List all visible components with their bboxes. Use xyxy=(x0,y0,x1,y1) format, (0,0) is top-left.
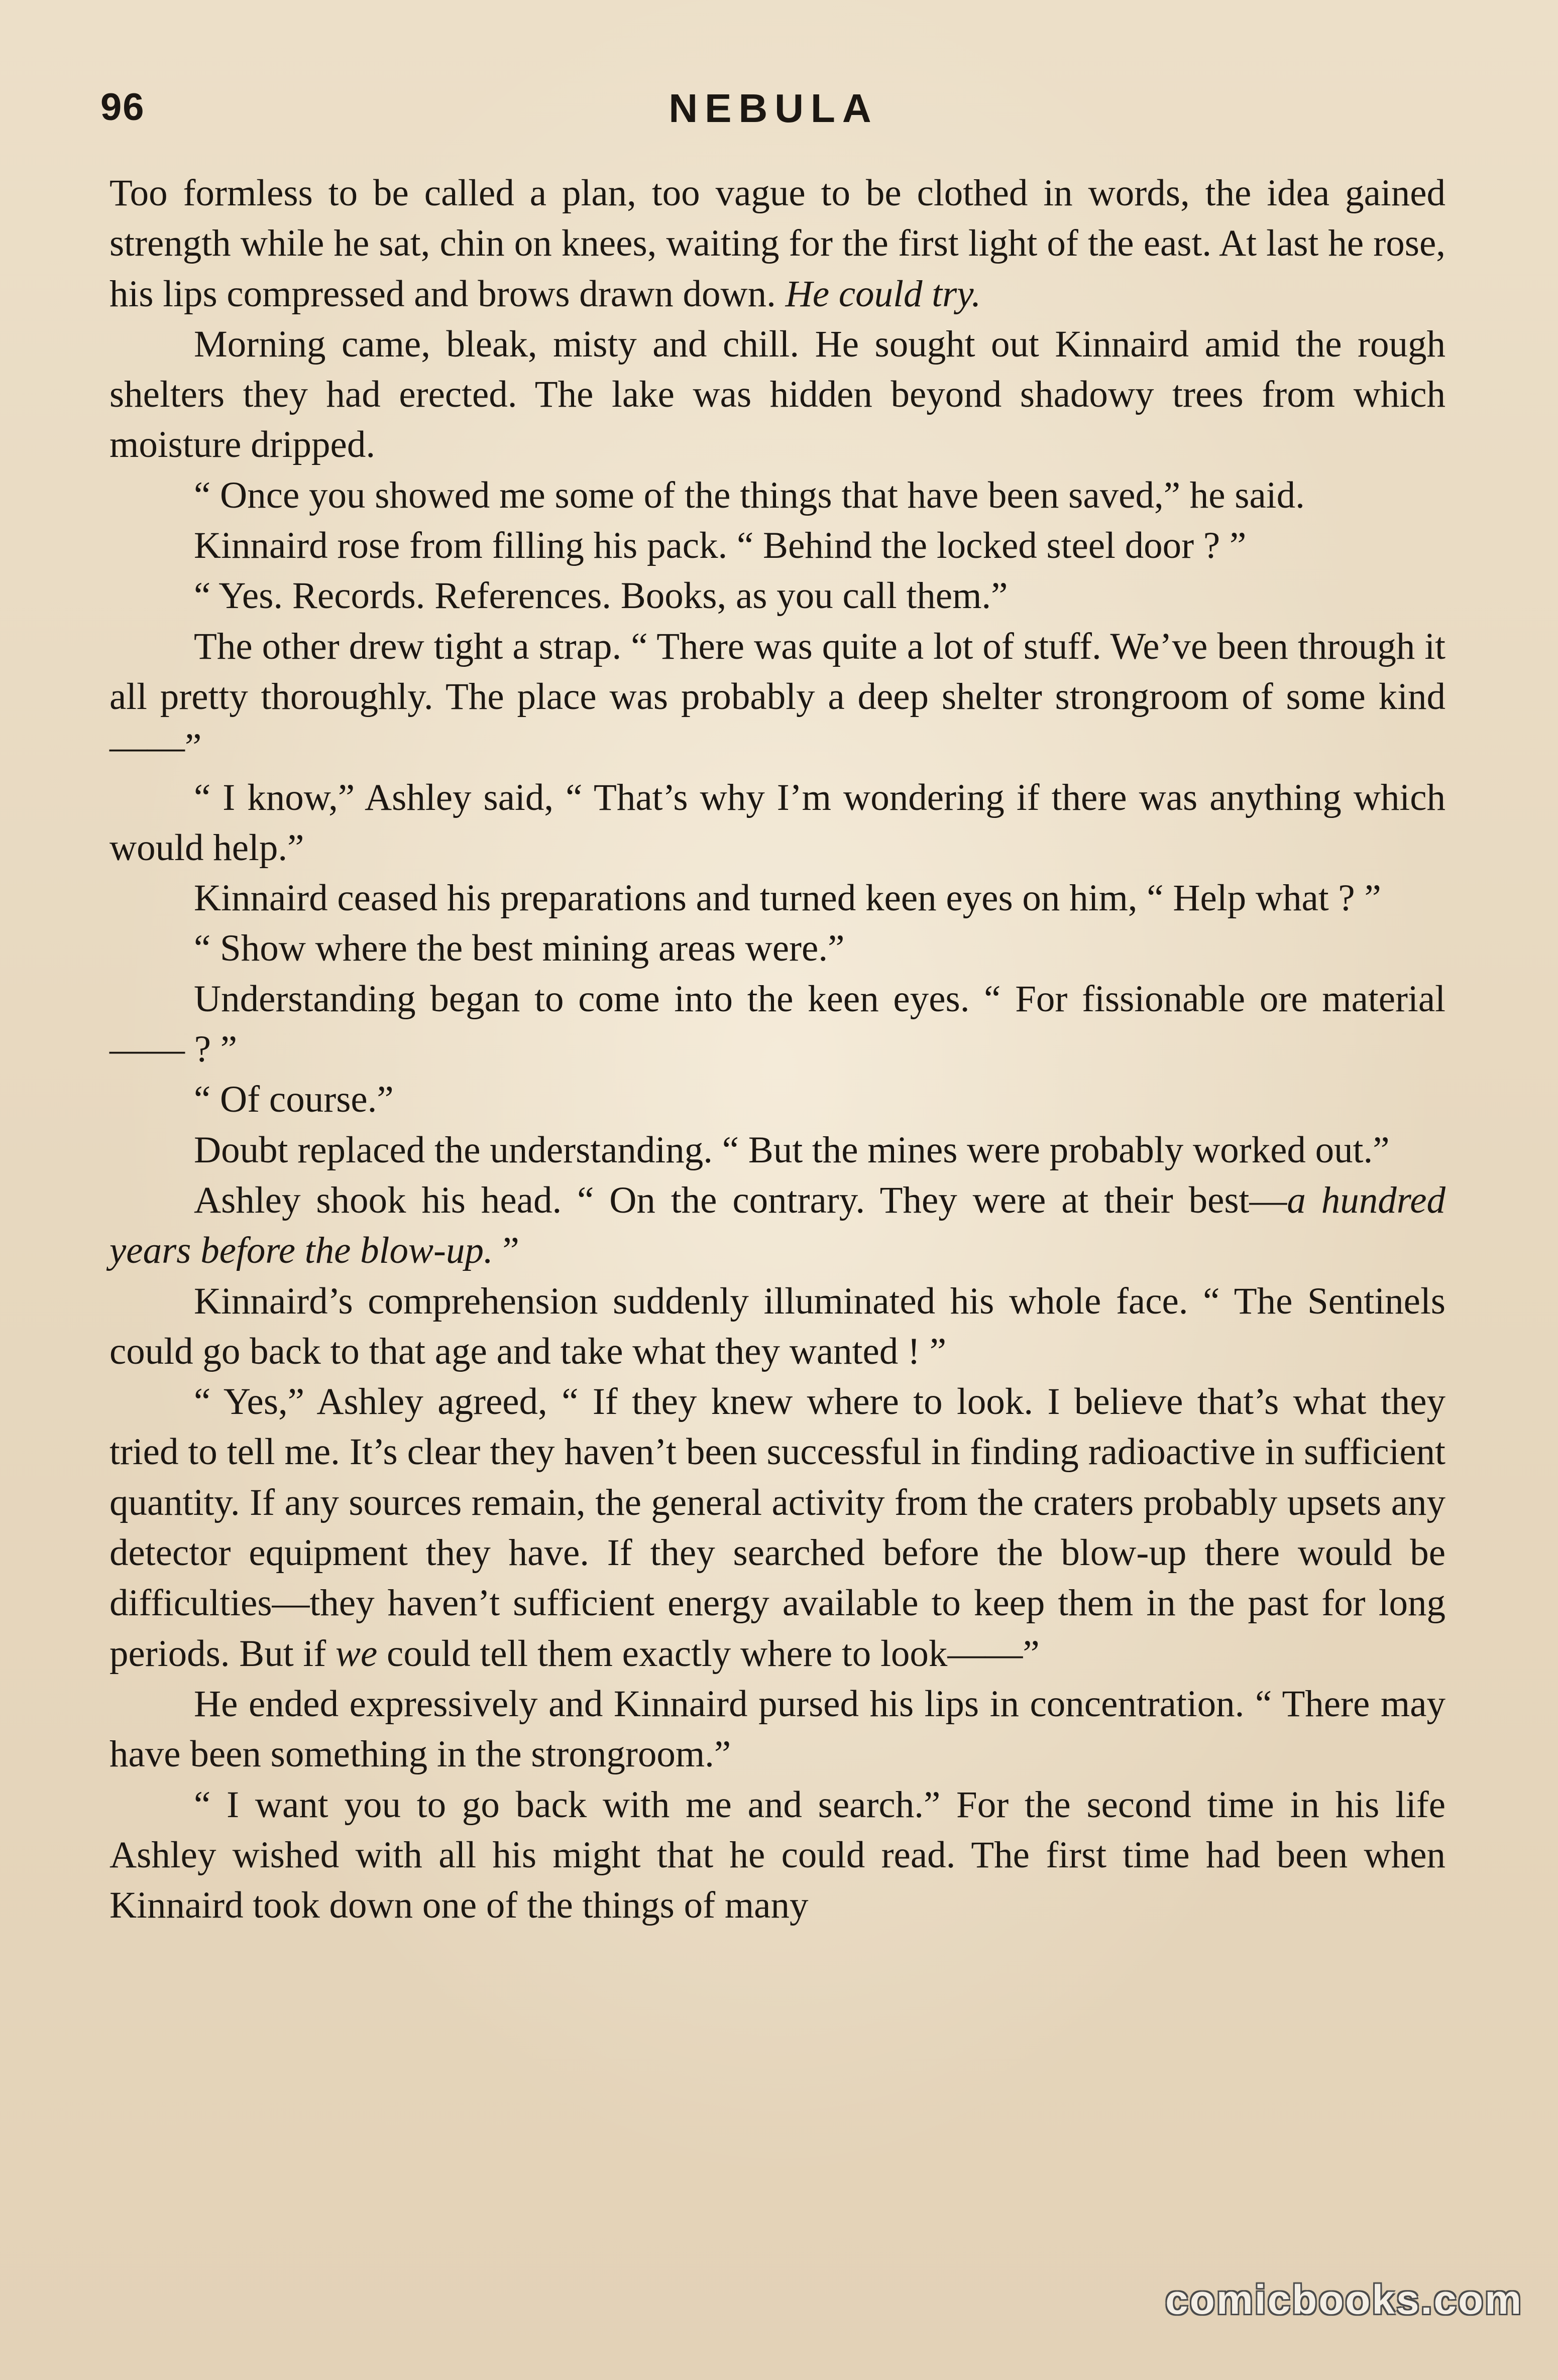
italic-text: He could try. xyxy=(785,273,981,315)
body-text xyxy=(109,168,1445,1931)
text-run: Doubt replaced the understanding. “ But the mines were probably worked out.” xyxy=(194,1129,1390,1171)
italic-text: we xyxy=(335,1632,378,1675)
text-run: Kinnaird rose from filling his pack. “ Behind the locked steel door ? ” xyxy=(194,525,1247,567)
italic-text: a hundred years before the blow-up. xyxy=(109,1179,1445,1272)
text-run: “ I know,” Ashley said, “ That’s why I’m wondering if there was anything which would help.” xyxy=(109,776,1445,869)
paragraph xyxy=(109,1075,1445,1125)
text-run: Ashley shook his head. “ On the contrary. They were at their best— xyxy=(194,1179,1287,1221)
paragraph xyxy=(109,571,1445,621)
text-run: Morning came, bleak, misty and chill. He sought out Kinnaird amid the rough shelters they had erected. The lake was hidden beyond shadowy trees from which moisture dripped. xyxy=(109,323,1445,466)
text-run: could tell them exactly where to look——” xyxy=(377,1632,1040,1675)
text-run: “ Of course.” xyxy=(194,1079,394,1121)
page-header xyxy=(100,75,1446,136)
paragraph xyxy=(109,319,1445,470)
page-number: 96 xyxy=(100,86,145,129)
paragraph xyxy=(109,622,1445,773)
text-run: Understanding began to come into the keen eyes. “ For fissionable ore material—— ? ” xyxy=(109,978,1445,1070)
paragraph xyxy=(109,470,1445,521)
paragraph xyxy=(109,1377,1445,1679)
paragraph xyxy=(109,974,1445,1075)
text-run: “ Once you showed me some of the things that have been saved,” he said. xyxy=(194,474,1305,516)
text-run: Kinnaird’s comprehension suddenly illuminated his whole face. “ The Sentinels could go back to that age and take what they wanted ! ” xyxy=(109,1280,1445,1372)
text-run: “ Yes,” Ashley agreed, “ If they knew where to look. I believe that’s what they tried to tell me. It’s clear they haven’t been successful in finding radioactive in sufficient quantity. If any sources remain, the general activity from the craters probably upsets any detector equipment they have. If they searched before the blow-up there would be difficulties—they haven’t sufficient energy available to keep them in the past for long periods. But if xyxy=(109,1381,1445,1675)
watermark: comicbooks.com xyxy=(1165,2277,1523,2323)
paragraph xyxy=(109,1175,1445,1276)
paragraph xyxy=(109,1125,1445,1175)
text-run: Too formless to be called a plan, too vague to be clothed in words, the idea gained strength while he sat, chin on knees, waiting for the first light of the east. At last he rose, his lips compressed and brows drawn down. xyxy=(109,172,1445,315)
paragraph xyxy=(109,773,1445,874)
text-run: He ended expressively and Kinnaird pursed his lips in concentration. “ There may have been something in the strongroom.” xyxy=(109,1683,1445,1775)
paragraph xyxy=(109,923,1445,974)
text-run: ” xyxy=(493,1230,519,1272)
paragraph xyxy=(109,1679,1445,1780)
text-run: “ Yes. Records. References. Books, as you call them.” xyxy=(194,575,1008,617)
running-head: NEBULA xyxy=(669,86,878,131)
text-run: The other drew tight a strap. “ There was quite a lot of stuff. We’ve been through it all pretty thoroughly. The place was probably a deep shelter strongroom of some kind——” xyxy=(109,625,1445,768)
paragraph xyxy=(109,1276,1445,1377)
text-run: Kinnaird ceased his preparations and turned keen eyes on him, “ Help what ? ” xyxy=(194,877,1381,919)
paragraph xyxy=(109,1780,1445,1931)
text-run: “ Show where the best mining areas were.” xyxy=(194,927,845,970)
text-run: “ I want you to go back with me and search.” For the second time in his life Ashley wished with all his might that he could read. The first time had been when Kinnaird took down one of the things of many xyxy=(109,1783,1445,1927)
paragraph xyxy=(109,521,1445,571)
paragraph xyxy=(109,168,1445,319)
paragraph xyxy=(109,873,1445,923)
